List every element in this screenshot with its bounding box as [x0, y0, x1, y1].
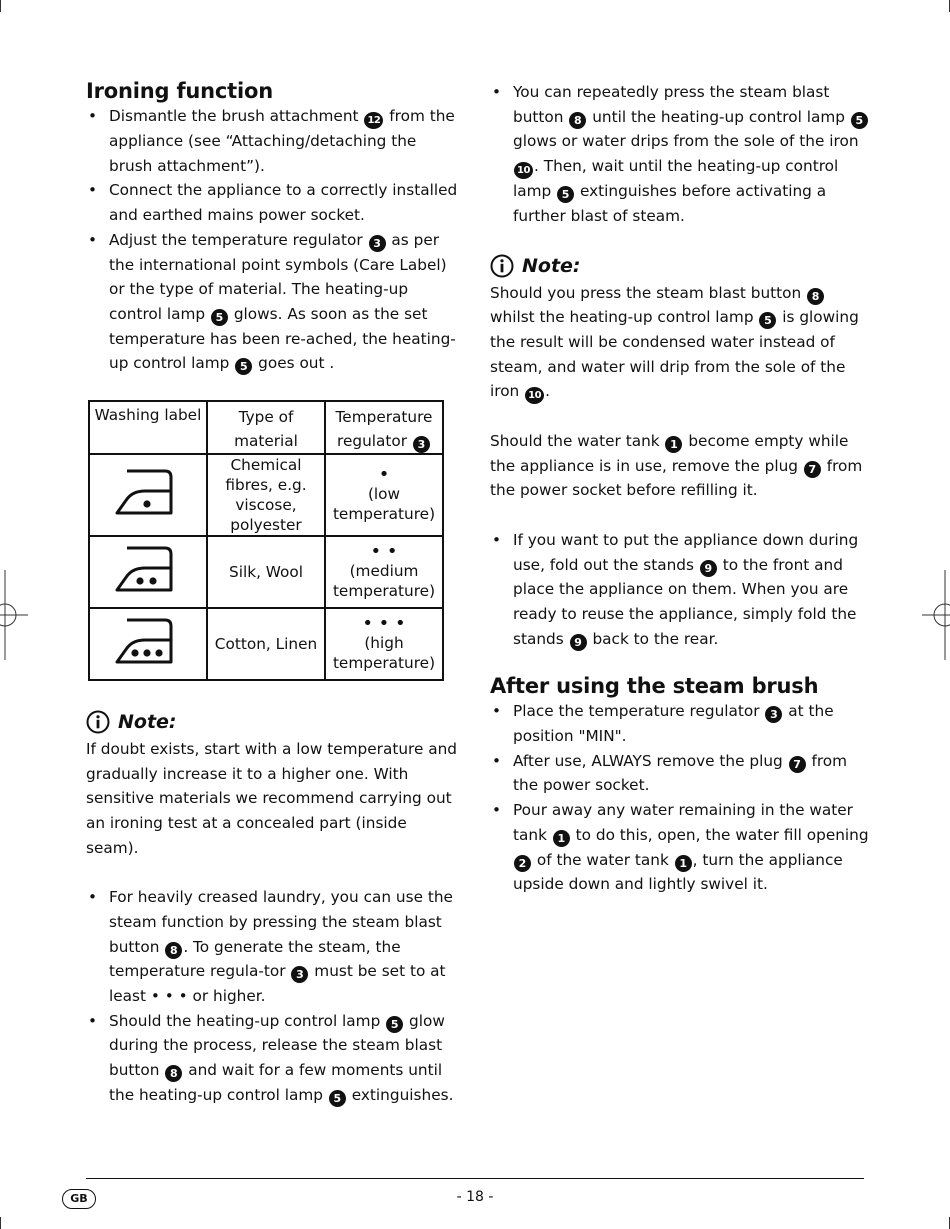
- iron-two-dots-icon: [113, 544, 183, 596]
- note-heading: [86, 707, 464, 737]
- note-heading: [490, 251, 870, 281]
- list-item: • Should the heating-up control lamp 5 glow during the process, release the steam blast button 8 and wait for a few moments until the heating-up control lamp 5 extinguishes.: [86, 1009, 464, 1108]
- number-badge: 3: [291, 966, 308, 983]
- number-badge: 8: [165, 942, 182, 959]
- number-badge: 5: [386, 1016, 403, 1033]
- number-badge: 10: [525, 387, 544, 404]
- list-item: • Dismantle the brush attachment 12 from the appliance (see “Attaching/detaching the brush attachment”).: [86, 104, 464, 178]
- footer-rule: [86, 1178, 864, 1179]
- table-row: [89, 454, 443, 536]
- number-badge: 1: [675, 855, 692, 872]
- number-badge: 3: [765, 706, 782, 723]
- list-item: • Place the temperature regulator 3 at the position "MIN".: [490, 699, 870, 748]
- paragraph: Should the water tank 1 become empty while the appliance is in use, remove the plug 7 from the power socket before refilling it.: [490, 432, 863, 500]
- number-badge: 5: [557, 186, 574, 203]
- number-badge: 9: [570, 634, 587, 651]
- number-badge: 7: [804, 461, 821, 478]
- note-text: If doubt exists, start with a low temperature and gradually increase it to a higher one. With sensitive materials we recommend carrying out an ironing test at a concealed part (inside seam).: [86, 740, 458, 857]
- washing-label-cell: [89, 536, 207, 608]
- bullet-list: [86, 104, 464, 376]
- number-badge: 5: [211, 309, 228, 326]
- bullet-list: [86, 885, 464, 1107]
- list-item: • Connect the appliance to a correctly installed and earthed mains power socket.: [86, 178, 464, 227]
- iron-three-dots-icon: [113, 616, 183, 668]
- list-item: • Adjust the temperature regulator 3 as per the international point symbols (Care Label) or the type of material. The heating-up control lamp 5 glows. As soon as the set temperature has been re-ached, the heating-up control lamp 5 goes out .: [86, 228, 464, 376]
- list-item: • You can repeatedly press the steam blast button 8 until the heating-up control lamp 5 glows or water drips from the sole of the iron 10 . Then, wait until the heating-up control lamp 5 extinguishes before activating a further blast of steam.: [490, 80, 870, 229]
- info-icon: [86, 710, 110, 734]
- crop-mark: [0, 0, 1, 12]
- table-cell: Silk, Wool: [207, 536, 325, 608]
- table-header: Washing label: [89, 401, 207, 454]
- bullet-list: [490, 699, 870, 897]
- number-badge: 12: [364, 112, 383, 129]
- number-badge: 5: [759, 312, 776, 329]
- bullet-list: [490, 80, 870, 229]
- list-item: • For heavily creased laundry, you can use the steam function by pressing the steam blast button 8 . To generate the steam, the temperature regula-tor 3 must be set to at least • • • or higher.: [86, 885, 464, 1009]
- crop-mark: [0, 1217, 1, 1229]
- note-text: Should you press the steam blast button 8 whilst the heating-up control lamp 5 is glowing the result will be condensed water instead of steam, and water will drip from the sole of the iron 10 .: [490, 281, 870, 405]
- info-icon: [490, 254, 514, 278]
- number-badge: 8: [165, 1065, 182, 1082]
- number-badge: 10: [514, 162, 533, 179]
- registration-mark-left: [0, 570, 30, 660]
- note-label: Note:: [118, 711, 177, 734]
- number-badge: 1: [553, 830, 570, 847]
- registration-mark-right: [920, 570, 950, 660]
- number-badge: 3: [413, 436, 430, 453]
- temperature-table: [88, 400, 444, 681]
- number-badge: 1: [665, 436, 682, 453]
- note-label: Note:: [522, 254, 581, 277]
- table-header: Temperature regulator 3: [325, 401, 443, 454]
- washing-label-cell: [89, 608, 207, 680]
- number-badge: 2: [514, 855, 531, 872]
- bullet-list: [490, 528, 870, 652]
- table-cell: Cotton, Linen: [207, 608, 325, 680]
- table-cell: Chemical fibres, e.g. viscose, polyester: [207, 454, 325, 536]
- list-item: • Pour away any water remaining in the water tank 1 to do this, open, the water fill opening 2 of the water tank 1 , turn the appliance upside down and lightly swivel it.: [490, 798, 870, 897]
- left-column: [86, 74, 464, 1108]
- washing-label-cell: [89, 454, 207, 536]
- section-heading: Ironing function: [86, 79, 273, 103]
- section-heading: After using the steam brush: [490, 674, 819, 699]
- number-badge: 8: [807, 288, 824, 305]
- table-cell: • • (medium temperature): [325, 536, 443, 608]
- number-badge: 9: [700, 560, 717, 577]
- number-badge: 5: [851, 112, 868, 129]
- list-item: • After use, ALWAYS remove the plug 7 from the power socket.: [490, 749, 870, 798]
- iron-one-dot-icon: [113, 467, 183, 519]
- number-badge: 8: [569, 112, 586, 129]
- number-badge: 7: [789, 756, 806, 773]
- right-column: [490, 80, 870, 897]
- table-header: Type of material: [207, 401, 325, 454]
- table-header-row: [89, 401, 443, 454]
- table-row: [89, 536, 443, 608]
- table-row: [89, 608, 443, 680]
- number-badge: 3: [369, 235, 386, 252]
- number-badge: 5: [235, 358, 252, 375]
- language-badge: GB: [62, 1189, 96, 1209]
- table-cell: • (low temperature): [325, 454, 443, 536]
- number-badge: 5: [329, 1090, 346, 1107]
- list-item: • If you want to put the appliance down during use, fold out the stands 9 to the front and place the appliance on them. When you are ready to reuse the appliance, simply fold the stands 9 back to the rear.: [490, 528, 870, 652]
- page-number: - 18 -: [456, 1189, 494, 1205]
- table-cell: • • • (high temperature): [325, 608, 443, 680]
